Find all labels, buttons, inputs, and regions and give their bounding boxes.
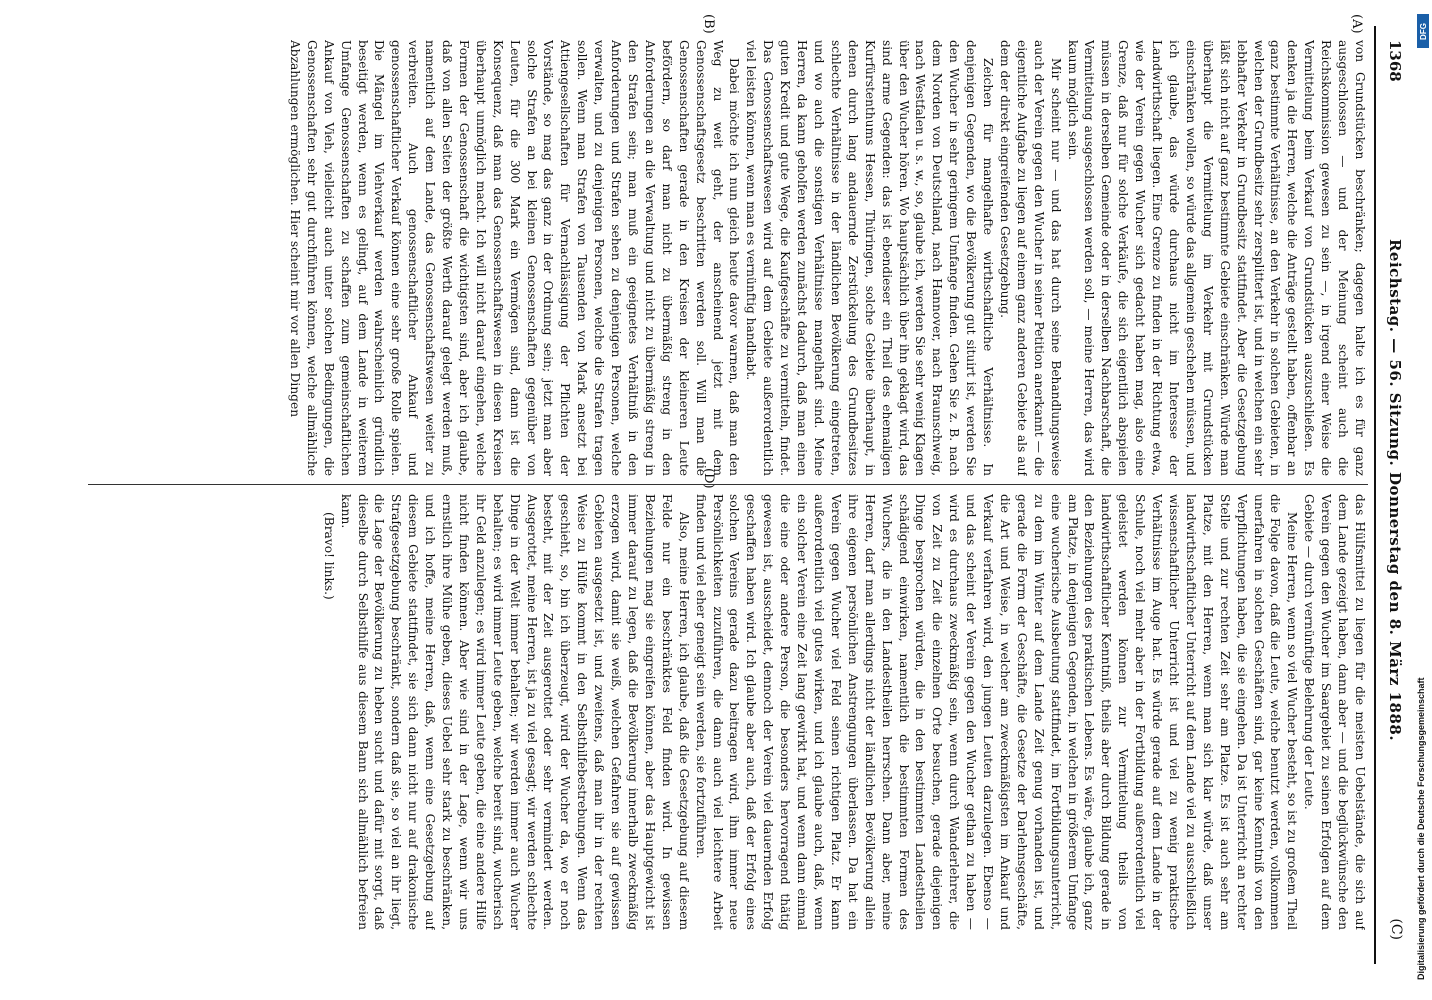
paragraph: Zeichen für mangelhafte wirthschaftliche Verhältnisse. In denjenigen Gegenden, wo die Bevölkerung gut situirt ist, werden Sie den Wucher in sehr geringem Umfange finden. Gehen Sie z. B. nach dem Norden von Deutschland, nach Hannover, nach Braunschweig, nach Westfalen u. s. w., so, glaube ich, werden Sie sehr wenig Klagen über den Wucher hören. Wo hauptsächlich über ihn geklagt wird, das sind arme Gegenden: das ist ebendieser ein Theil des ehemaligen Kurfürstenthums Hessen, Thüringen, solche Gebiete überhaupt, in denen durch lang andauernde Zerstückelung des Grundbesitzes schlechte Verhältnisse in der ländlichen Bevölkerung eingetreten, und wo auch die sonstigen Verhältnisse mangelhaft sind. Meine Herren, da kann geholfen werden zunächst dadurch, daß man einen guten Kredit und gute Wege, die Kaufgeschäfte zu vermitteln, findet. Das Genossenschaftswesen wird auf dem Gebiete außerordentlich viel leisten können, wenn man es vernünftig handhabt.	[744, 40, 996, 476]
rotated-newspaper-page	[16, 0, 1416, 980]
margin-marker-d: (D)	[701, 468, 716, 489]
column-marker-top: (C)	[1388, 918, 1404, 940]
paragraph: Mir scheint nur — und das hat durch seine Behandlungsweise auch der Verein gegen den Wucher in seiner Petition anerkannt — die eigentliche Aufgabe zu liegen auf einem ganz anderen Gebiete als auf dem der direkt eingreifenden Gesetzgebung.	[997, 40, 1063, 476]
dfg-logo-text: DFG	[1418, 22, 1428, 40]
page-number: 1368	[1386, 40, 1404, 82]
paragraph: Dabei möchte ich nun gleich heute davor warnen, daß man den Weg zu weit geht, der anscheinend jetzt mit dem Genossenschaftsgesetz beschritten werden soll. Will man die Genossenschaften gerade in den Kreisen der kleineren Leute befördern, so darf man nicht zu übermäßig streng in den Anforderungen an die Verwaltung und nicht zu übermäßig streng in den Strafen sein; man muß ein geeignetes Verhältniß in den Anforderungen und Strafen sehen zu denjenigen Personen, welche verwalten, und zu denjenigen Personen, welche die Strafen tragen sollen. Wenn man Strafen von Tausenden von Mark ansetzt bei Attiengesellschaften für Vernachlässigung der Pflichten der Vorstände, so mag das ganz in der Ordnung sein; jetzt man aber solche Strafen an bei kleinen Genossenschaften gegenüber von Leuten, für die 300 Mark ein Vermögen sind, dann ist die Konsequenz, daß man das Genossenschaftswesen in diesen Kreisen überhaupt unmöglich macht. Ich will nicht darauf eingehen, welche Formen der Genossenschaft die wichtigsten sind, aber ich glaube, daß von allen Seiten der größte Werth darauf gelegt werden muß, namentlich auf dem Lande, das Genossenschaftswesen weiter zu verbreiten. Auch genossenschaftlicher Ankauf und genossenschaftlicher Verkauf können eine sehr große Rolle spielen. Die Mängel im Viehverkauf werden wahrscheinlich gründlich beseitigt werden, wenn es gelingt, auf dem Lande in weiterem Umfange Genossenschaften zu schaffen zum gemeinschaftlichen Ankauf von Vieh, vielleicht auch unter solchen Bedingungen, die Genossenschaften sehr gut durchführen können, welche allmähliche Abzahlungen ermöglichen. Hier scheint mir vor allen Dingen	[287, 40, 742, 476]
paragraph: (Bravo! links.)	[321, 512, 336, 600]
header-rule	[1374, 26, 1376, 964]
page-title: Reichstag. — 56. Sitzung. Donnerstag den 8. März 1888.	[1386, 238, 1404, 742]
dfg-logo	[1417, 14, 1429, 48]
dfg-watermark	[1416, 0, 1430, 1000]
page-header	[1372, 0, 1408, 980]
paragraph: Also, meine Herren, ich glaube, daß die Gesetzgebung auf diesem Felde nur ein beschränktes Feld finden wird. In gewissen Beziehungen mag sie eingreifen können, aber das Hauptgewicht ist immer darauf zu legen, daß die Bevölkerung innerhalb zweckmäßig erzogen wird, damit sie weiß, welchen Gefahren sie auf gewissen Gebieten ausgesetzt ist, und zweitens, daß man ihr in der rechten Weise zu Hülfe kommt in den Selbsthilfebestrebungen. Wenn das geschieht, so, bin ich überzeugt, wird der Wucher da, wo er noch besteht, mit der Zeit ausgerottet oder sehr vermindert werden. Ausgerottet, meine Herren, ist ja zu viel gesagt; wir werden schlechte Dinge in der Welt immer behalten; wir werden immer auch Wucher behalten; es wird immer Leute geben, welche bereit sind, wucherisch ihr Geld anzulegen; es wird immer Leute geben, die eine andere Hilfe nicht finden können. Aber wie sind in der Lage, wenn wir uns ernstlich ihre Mühe geben, dieses Uebel sehr stark zu beschränken, und ich hoffe, meine Herren, daß, wenn eine Gesetzgebung auf diesem Gebiete stattfindet, sie sich dann nicht nur auf drakonische Strafgesetzgebung beschränkt, sondern daß sie, so viel an ihr liegt, die Lage der Bevölkerung zu heben sucht und dafür mit sorgt, daß dieselbe durch Selbsthilfe aus diesem Bann sich allmählich befreien kann.	[338, 494, 691, 930]
paragraph: Meine Herren, wenn so viel Wucher besteht, so ist zu großem Theil die Folge davon, daß die Leute, welche benutzt werden, vollkommen unerfahren in solchen Geschäften sind, gar keine Kenntniß von den Verpflichtungen haben, die sie eingehen. Da ist Unterricht an rechter Stelle und zur rechten Zeit sehr am Platze. Es ist auch sehr am Platze, mit den Herren, wenn man sich klar würde, daß unser landwirthschaftlicher Unterricht auf dem Lande viel zu ausschließlich wissenschaftlicher Unterricht ist und viel zu wenig praktische Verhältnisse im Auge hat. Es würde gerade auf dem Lande in der Schule, noch viel mehr aber in der Fortbildung außerordentlich viel geleistet werden können zur Vermittelung theils von landwirthschaftlicher Kenntniß, theils aber durch Bildung gerade in den Beziehungen des praktischen Lebens. Es wäre, glaube ich, ganz am Platze, in denjenigen Gegenden, in welchen in größerem Umfange eine wucherische Ausbeutung stattfindet, im Fortbildungsunterricht, zu dem im Winter auf dem Lande Zeit genug vorhanden ist, und gerade die Form der Geschäfte, die Gesetze der Darlehnsgeschäfte, die Art und Weise, in welcher am zweckmäßigsten im Ankauf und Verkauf verfahren wird, den jungen Leuten darzulegen. Ebenso — und das scheint der Verein gegen den Wucher gethan zu haben — wird es durchaus zweckmäßig sein, wenn durch Wanderlehrer, die von Zeit zu Zeit die einzelnen Orte besuchen, gerade diejenigen Dinge besprochen würden, die in den bestimmten Landestheilen schädigend einwirken, namentlich die bestimmten Formen des Wuchers, die in den Landestheilen herrschen. Dann aber, meine Herren, darf man allerdings nicht der ländlichen Bevölkerung allein ihre eigenen persönlichen Anstrengungen überlassen. Da hat ein Verein gegen Wucher viel Feld seinen richtigen Platz. Er kann außerordentlich viel gutes wirken, und ich glaube auch, daß, wenn ein solcher Verein eine Zeit lang gewirkt hat, und wenn dann einmal die eine oder andere Person, die besonders hervorragend thätig gewesen ist, ausscheidet, dennoch der Verein viel dauernden Erfolg geschaffen haben wird. Ich glaube aber auch, daß der Erfolg eines solchen Vereins gerade dazu beitragen wird, ihm immer neue Persönlichkeiten zuzuführen, die dann auch viel leichtere Arbeit finden und viel eher geneigt sein werden, sie fortzuführen.	[693, 494, 1300, 930]
paragraph: von Grundstücken beschränken; dagegen halte ich es für ganz ausgeschlossen — und der Meinung scheint auch die Reichskommission gewesen zu sein —, in irgend einer Weise die Vermittelung beim Verkauf von Grundstücken auszuschließen. Es denken ja die Herren, welche die Anträge gestellt haben, offenbar an ganz bestimmte Verhältnisse, an den Verkehr in solchen Gebieten, in welchen der Grundbesitz sehr zersplittert ist, und in welchen ein sehr lebhafter Verkehr in Grundbesitz stattfindet. Aber die Gesetzgebung läßt sich nicht auf ganz bestimmte Gebiete einschränken. Würde man überhaupt die Vermittelung im Verkehr mit Grundstücken einschränken wollen, so würde das allgemein geschehen müssen, und ich glaube, das würde durchaus nicht im Interesse der Landwirthschaft liegen. Eine Grenze zu finden in der Richtung etwa, wie der Verein gegen Wucher sich gedacht haben mag, also eine Grenze, daß nur für solche Verkäufe, die sich eigentlich abspielen müssen in derselben Gemeinde oder in derselben Nachbarschaft, die Vermittelung ausgeschlossen werden soll, — meine Herren, das wird kaum möglich sein.	[1065, 40, 1367, 476]
digitization-credit: Digitalisierung gefördert durch die Deutsche Forschungsgemeinschaft	[1416, 677, 1426, 980]
paragraph: das Hülfsmittel zu liegen für die meisten Uebelstände, die sich auf dem Lande gezeigt haben, dann aber — und die beglückwünsche den Verein gegen den Wucher im Saargebiet zu seinen Erfolgen auf dem Gebiete — durch vernünftige Belehrung der Leute.	[1302, 494, 1367, 930]
left-text-column	[8, 40, 1368, 476]
margin-marker-a: (A)	[1349, 14, 1364, 34]
column-divider	[88, 484, 1368, 485]
right-text-column	[8, 494, 1368, 930]
margin-marker-b: (B)	[701, 14, 716, 34]
